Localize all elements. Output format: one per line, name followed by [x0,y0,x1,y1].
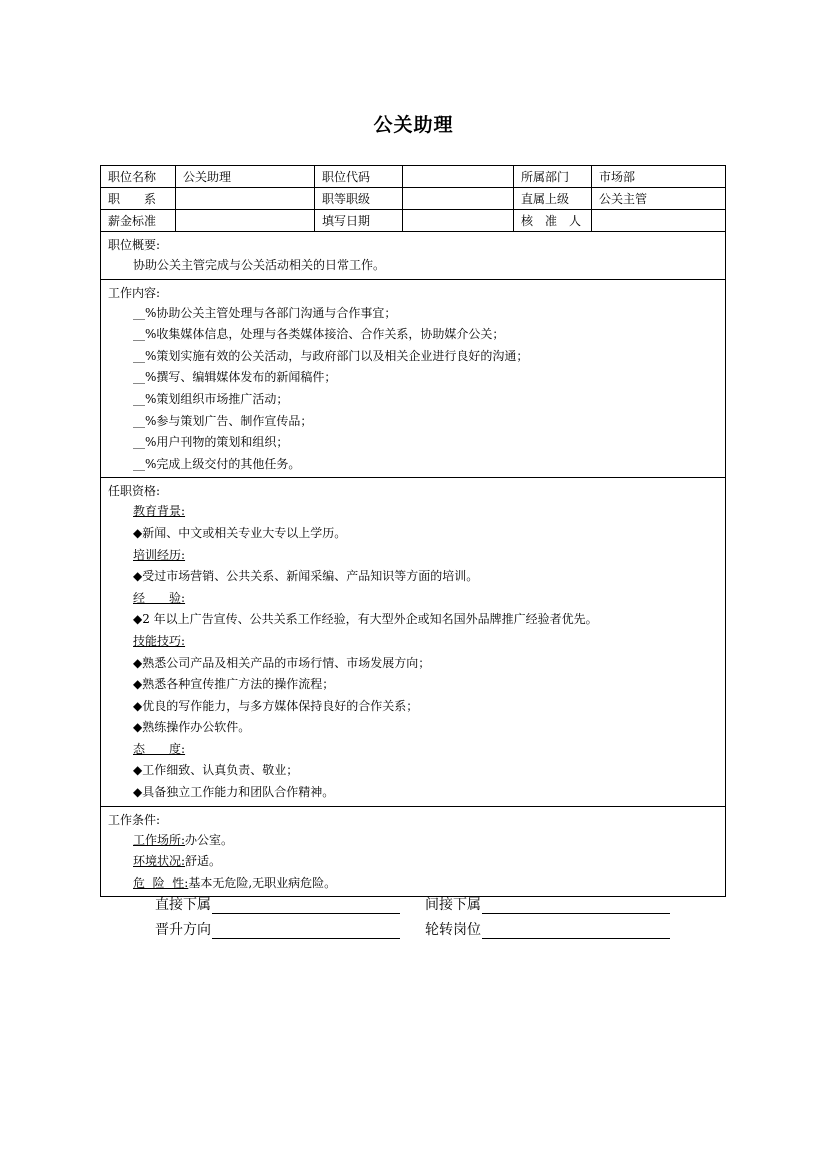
header-cell [592,210,725,232]
skills-heading: 技能技巧: [133,633,186,648]
condition-item [108,830,718,852]
footer-field [425,919,695,939]
condition-value: 基本无危险,无职业病危险。 [188,875,337,890]
footer-label: 间接下属 [425,897,481,913]
footer-label: 晋升方向 [155,922,211,938]
footer-field [155,894,425,914]
condition-value: 舒适。 [185,854,222,869]
header-cell: 职位名称 [101,166,176,188]
header-cell [403,188,514,210]
duty-item: __%策划组织市场推广活动； [133,391,289,406]
qualifications-label: 任职资格: [108,484,161,499]
condition-value: 办公室。 [185,832,234,847]
header-cell: 直属上级 [514,188,592,210]
header-cell [176,210,315,232]
duty-item: __%完成上级交付的其他任务。 [133,456,301,471]
footer-blank-line[interactable] [212,923,400,939]
qualification-item: ◆熟悉各种宣传推广方法的操作流程； [133,677,335,692]
footer-field [155,919,425,939]
page-title: 公关助理 [373,114,454,136]
qualification-item: ◆新闻、中文或相关专业大专以上学历。 [133,525,347,540]
qualification-item: ◆工作细致、认真负责、敬业； [133,763,299,778]
experience-heading: 经 验: [133,590,186,605]
duty-item: __%协助公关主管处理与各部门沟通与合作事宜； [133,305,397,320]
duty-item: __%参与策划广告、制作宣传品； [133,413,313,428]
condition-item [108,851,718,873]
header-cell: 市场部 [592,166,725,188]
header-cell: 核 准 人 [514,210,592,232]
footer-blank-line[interactable] [212,898,400,914]
training-heading: 培训经历: [133,547,186,562]
qualification-item: ◆优良的写作能力，与多方媒体保持良好的合作关系； [133,698,419,713]
conditions-section [101,807,725,897]
qualification-item: ◆受过市场营销、公共关系、新闻采编、产品知识等方面的培训。 [133,569,479,584]
duties-section [101,280,725,479]
duty-item: __%撰写、编辑媒体发布的新闻稿件； [133,370,337,385]
qualification-item: ◆2 年以上广告宣传、公共关系工作经验，有大型外企或知名国外品牌推广经验者优先。 [133,612,598,627]
header-cell [403,166,514,188]
condition-item [108,873,718,895]
header-cell: 职位代码 [315,166,403,188]
header-cell: 薪金标准 [101,210,176,232]
duties-label: 工作内容: [108,285,161,300]
footer-field [425,894,695,914]
condition-key: 危 险 性: [133,875,189,890]
overview-text: 协助公关主管完成与公关活动相关的日常工作。 [133,258,386,272]
header-grid [101,166,725,232]
condition-key: 工作场所: [133,832,186,847]
footer-label: 轮转岗位 [425,922,481,938]
condition-key: 环境状况: [133,854,186,869]
conditions-label: 工作条件: [108,812,161,827]
footer-row [155,894,715,914]
job-description-table [100,165,726,897]
header-cell: 填写日期 [315,210,403,232]
education-heading: 教育背景: [133,504,186,519]
footer-label: 直接下属 [155,897,211,913]
header-cell: 职 系 [101,188,176,210]
footer-blank-line[interactable] [482,923,670,939]
header-cell [176,188,315,210]
overview-section [101,232,725,280]
header-cell: 公关主管 [592,188,725,210]
qualifications-section [101,478,725,806]
overview-label: 职位概要: [108,238,161,252]
qualification-item: ◆熟练操作办公软件。 [133,720,251,735]
duty-item: __%用户刊物的策划和组织； [133,435,289,450]
duty-item: __%策划实施有效的公关活动，与政府部门以及相关企业进行良好的沟通； [133,348,529,363]
footer-blank-line[interactable] [482,898,670,914]
header-cell: 所属部门 [514,166,592,188]
qualification-item: ◆熟悉公司产品及相关产品的市场行情、市场发展方向； [133,655,431,670]
attitude-heading: 态 度: [133,741,186,756]
header-cell [403,210,514,232]
footer-row [155,919,715,939]
qualification-item: ◆具备独立工作能力和团队合作精神。 [133,785,335,800]
header-cell: 职等职级 [315,188,403,210]
duty-item: __%收集媒体信息，处理与各类媒体接洽、合作关系，协助媒介公关； [133,327,505,342]
header-cell: 公关助理 [176,166,315,188]
